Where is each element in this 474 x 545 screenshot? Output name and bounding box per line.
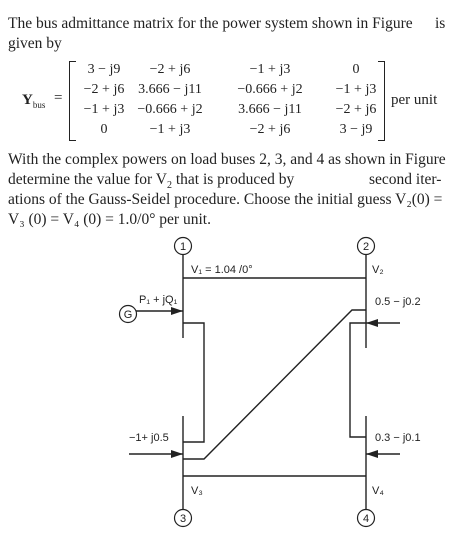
matrix-equals: =: [54, 90, 63, 106]
question-line-2-middle: that is produced by: [171, 171, 295, 188]
line-2-3: [183, 310, 366, 459]
matrix-cell-4-2: −1 + j3: [149, 122, 191, 137]
question-line-2-start: determine the value for V: [8, 171, 167, 188]
matrix-symbol-subscript: bus: [32, 100, 46, 110]
intro-line-1: The bus admittance matrix for the power system shown in Figure: [8, 15, 413, 32]
bus-4-number: 4: [362, 513, 370, 525]
intro-line-2: given by: [8, 35, 62, 52]
bus-3-number: 3: [179, 513, 187, 525]
load-2-label: 0.5 − j0.2: [375, 296, 421, 308]
load-4-label: 0.3 − j0.1: [375, 432, 421, 444]
question-line-1: With the complex powers on load buses 2, 3, and 4 as shown in Figure: [8, 151, 446, 168]
matrix-symbol-letter: Y: [22, 92, 33, 108]
matrix-cell-4-1: 0: [100, 122, 108, 137]
v4-label: V₄: [372, 485, 384, 497]
matrix-cell-1-3: −1 + j3: [249, 62, 291, 77]
matrix-cell-4-4: 3 − j9: [339, 122, 373, 137]
question-line-2-end: second iter-: [369, 171, 442, 188]
matrix-cell-2-3: −0.666 + j2: [237, 82, 303, 97]
matrix-cell-3-1: −1 + j3: [83, 102, 125, 117]
matrix-cell-2-1: −2 + j6: [83, 82, 125, 97]
load-3-label: −1+ j0.5: [129, 432, 169, 444]
load-3-arrow-icon: [171, 450, 183, 458]
matrix-cell-2-4: −1 + j3: [335, 82, 377, 97]
generator-symbol: G: [123, 309, 133, 321]
generator-power-label: P₁ + jQ₁: [139, 294, 178, 306]
bus-1-number: 1: [179, 241, 187, 253]
intro-line-1-tail: is: [435, 15, 446, 32]
question-line-3: ations of the Gauss-Seidel procedure. Choose the initial guess V₂(0) =: [8, 191, 443, 208]
line-2-4: [350, 323, 366, 437]
matrix-cell-2-2: 3.666 − j11: [138, 82, 202, 97]
matrix-cell-4-3: −2 + j6: [249, 122, 291, 137]
load-2-arrow-icon: [366, 319, 378, 327]
matrix-unit: per unit: [391, 92, 438, 108]
generator-arrow-icon: [171, 307, 183, 315]
matrix-cell-3-2: −0.666 + j2: [137, 102, 203, 117]
matrix-cell-3-3: 3.666 − j11: [238, 102, 302, 117]
line-1-3: [183, 323, 204, 442]
v3-label: V₃: [191, 485, 203, 497]
question-line-4: V₃ (0) = V₄ (0) = 1.0/0° per unit.: [8, 211, 211, 228]
v2-label: V₂: [372, 264, 384, 276]
v1-label: V₁ = 1.04 /0°: [191, 264, 253, 276]
matrix-cell-1-2: −2 + j6: [149, 62, 191, 77]
matrix-cell-3-4: −2 + j6: [335, 102, 377, 117]
bus-2-number: 2: [362, 241, 370, 253]
matrix-cell-1-4: 0: [352, 62, 360, 77]
matrix-cell-1-1: 3 − j9: [87, 62, 121, 77]
question-line-2-subscript: 2: [166, 180, 172, 192]
load-4-arrow-icon: [366, 450, 378, 458]
